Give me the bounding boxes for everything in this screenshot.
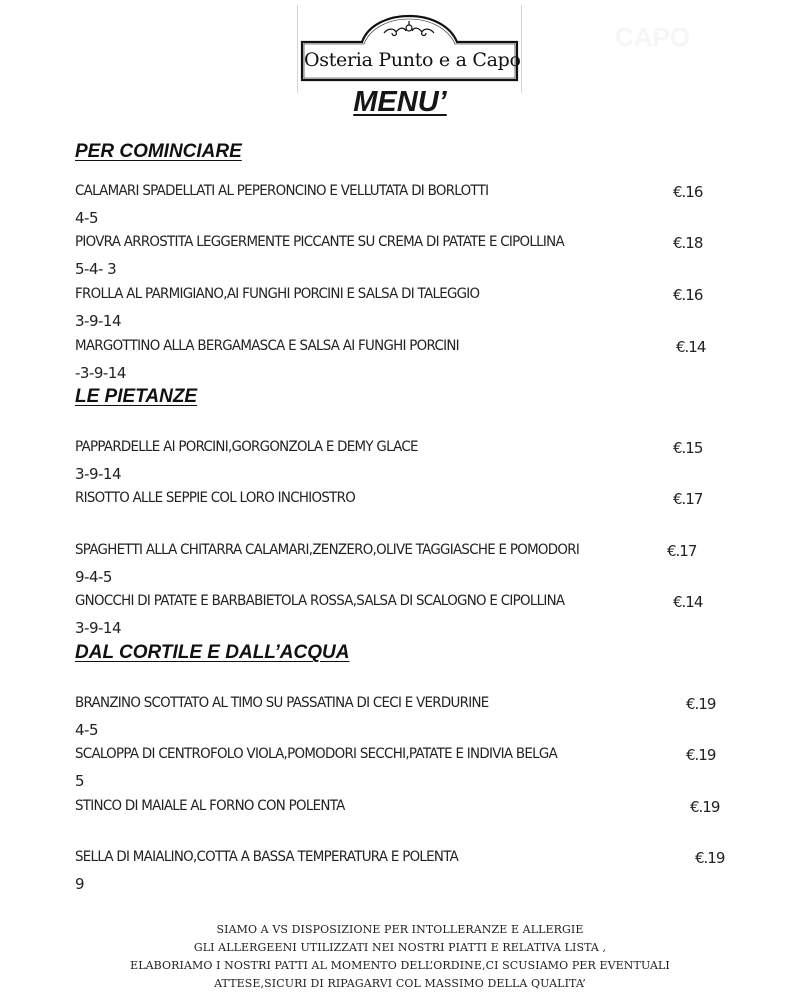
dish-price: €.14 [676,338,706,356]
dish-allergens: 3-9-14 [75,619,121,637]
dish-price: €.18 [673,234,703,252]
dish-name: SELLA DI MAIALINO,COTTA A BASSA TEMPERATURA E POLENTA [75,849,459,865]
dish-allergens: 3-9-14 [75,465,121,483]
faded-watermark: CAPO [615,22,691,52]
restaurant-name: Osteria Punto e a Capo [304,49,521,71]
dish-allergens: 5-4- 3 [75,260,117,278]
section-heading-le-pietanze: LE PIETANZE [75,386,198,407]
dish-price: €.17 [673,490,703,508]
restaurant-logo [296,3,523,95]
dish-allergens: -3-9-14 [75,364,126,382]
dish-allergens: 3-9-14 [75,312,121,330]
dish-price: €.19 [686,695,716,713]
allergy-notice-line: ELABORIAMO I NOSTRI PATTI AL MOMENTO DELL’ORDINE,CI SCUSIAMO PER EVENTUALI [130,959,670,972]
dish-name: PAPPARDELLE AI PORCINI,GORGONZOLA E DEMY GLACE [75,439,418,455]
dish-name: BRANZINO SCOTTATO AL TIMO SU PASSATINA DI CECI E VERDURINE [75,695,489,711]
allergy-notice-line: SIAMO A VS DISPOSIZIONE PER INTOLLERANZE E ALLERGIE [216,923,584,936]
section-heading-per-cominciare: PER COMINCIARE [75,141,242,162]
dish-price: €.16 [673,286,703,304]
dish-allergens: 4-5 [75,721,98,739]
dish-price: €.14 [673,593,703,611]
dish-name: RISOTTO ALLE SEPPIE COL LORO INCHIOSTRO [75,490,356,506]
dish-price: €.19 [690,798,720,816]
dish-price: €.17 [667,542,697,560]
section-heading-dal-cortile: DAL CORTILE E DALL’ACQUA [75,642,350,663]
dish-price: €.15 [673,439,703,457]
allergy-notice-line: ATTESE,SICURI DI RIPAGARVI COL MASSIMO DELLA QUALITA’ [214,977,586,990]
dish-name: STINCO DI MAIALE AL FORNO CON POLENTA [75,798,345,814]
allergy-notice [0,921,800,993]
dish-price: €.19 [686,746,716,764]
allergy-notice-line: GLI ALLERGEENI UTILIZZATI NEI NOSTRI PIATTI E RELATIVA LISTA , [193,941,607,954]
dish-name: CALAMARI SPADELLATI AL PEPERONCINO E VELLUTATA DI BORLOTTI [75,183,489,199]
menu-title: MENU’ [353,86,447,118]
dish-name: SPAGHETTI ALLA CHITARRA CALAMARI,ZENZERO,OLIVE TAGGIASCHE E POMODORI [75,542,580,558]
dish-price: €.16 [673,183,703,201]
dish-allergens: 9-4-5 [75,568,112,586]
dish-allergens: 4-5 [75,209,98,227]
dish-name: MARGOTTINO ALLA BERGAMASCA E SALSA AI FUNGHI PORCINI [75,338,459,354]
dish-allergens: 9 [75,875,85,893]
dish-price: €.19 [695,849,725,867]
dish-name: FROLLA AL PARMIGIANO,AI FUNGHI PORCINI E SALSA DI TALEGGIO [75,286,480,302]
dish-allergens: 5 [75,772,85,790]
dish-name: GNOCCHI DI PATATE E BARBABIETOLA ROSSA,SALSA DI SCALOGNO E CIPOLLINA [75,593,565,609]
dish-name: SCALOPPA DI CENTROFOLO VIOLA,POMODORI SECCHI,PATATE E INDIVIA BELGA [75,746,558,762]
dish-name: PIOVRA ARROSTITA LEGGERMENTE PICCANTE SU CREMA DI PATATE E CIPOLLINA [75,234,564,250]
